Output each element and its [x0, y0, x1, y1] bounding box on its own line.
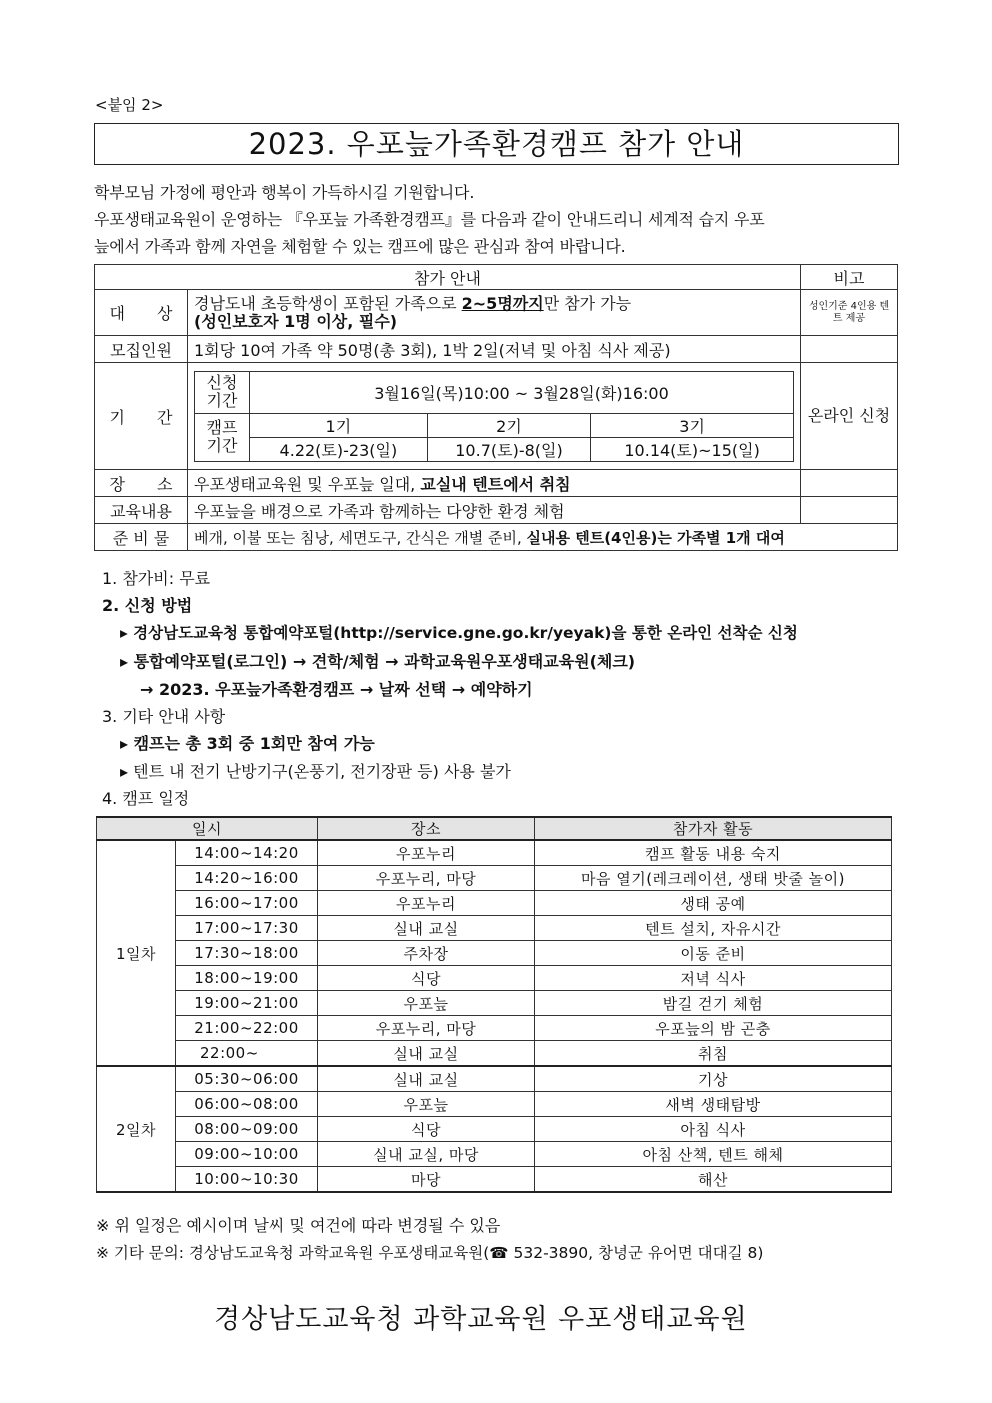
table-row: 22:00~ — [176, 1041, 318, 1067]
term-2: 2기 — [427, 413, 590, 437]
etc-item-2: ▸ 텐트 내 전기 난방기구(온풍기, 전기장판 등) 사용 불가 — [120, 762, 511, 781]
table-row: 18:00~19:00 — [176, 966, 318, 991]
info-header-main: 참가 안내 — [95, 265, 801, 290]
term-1: 1기 — [250, 413, 428, 437]
schedule-header-activity: 참가자 활동 — [535, 817, 892, 840]
target-label: 대 상 — [95, 290, 188, 336]
schedule-header-place: 장소 — [318, 817, 535, 840]
apply-text: 3월16일(목)10:00 ~ 3월28일(화)16:00 — [250, 371, 794, 413]
term-1-date: 4.22(토)-23(일) — [250, 437, 428, 461]
table-cell: 아침 식사 — [535, 1117, 892, 1142]
table-row: 16:00~17:00 — [176, 891, 318, 916]
table-cell: 해산 — [535, 1167, 892, 1193]
prep-cell — [188, 524, 898, 551]
table-cell: 마음 열기(레크레이션, 생태 밧줄 놀이) — [535, 866, 892, 891]
table-cell: 식당 — [318, 1117, 535, 1142]
place-text-a: 우포생태교육원 및 우포늪 일대, — [194, 474, 421, 494]
edu-note — [801, 497, 898, 524]
prep-text-b: 실내용 텐트(4인용)는 가족별 1개 대여 — [526, 528, 785, 547]
table-row: 17:30~18:00 — [176, 941, 318, 966]
edu-text: 우포늪을 배경으로 가족과 함께하는 다양한 환경 체험 — [188, 497, 801, 524]
apply-method-2: ▸ 통합예약포털(로그인) → 견학/체험 → 과학교육원우포생태교육원(체크) — [120, 652, 636, 671]
table-row: 05:30~06:00 — [176, 1066, 318, 1092]
note-1: ※ 위 일정은 예시이며 날씨 및 여건에 따라 변경될 수 있음 — [96, 1216, 501, 1235]
table-cell: 생태 공예 — [535, 891, 892, 916]
target-text-c: 만 참가 가능 — [543, 293, 632, 313]
table-cell: 우포누리, 마당 — [318, 866, 535, 891]
table-cell: 우포누리 — [318, 891, 535, 916]
table-row: 08:00~09:00 — [176, 1117, 318, 1142]
table-cell: 실내 교실 — [318, 1041, 535, 1067]
info-table — [94, 264, 898, 551]
period-note: 온라인 신청 — [801, 363, 898, 470]
etc-title: 3. 기타 안내 사항 — [102, 707, 226, 726]
day2-label: 2일차 — [97, 1066, 176, 1192]
table-cell: 텐트 설치, 자유시간 — [535, 916, 892, 941]
table-row: 21:00~22:00 — [176, 1016, 318, 1041]
table-cell: 아침 산책, 텐트 해체 — [535, 1142, 892, 1167]
prep-label: 준 비 물 — [95, 524, 188, 551]
period-label: 기 간 — [95, 363, 188, 470]
table-cell: 우포늪 — [318, 991, 535, 1016]
table-cell: 실내 교실, 마당 — [318, 1142, 535, 1167]
apply-label: 신청 기간 — [195, 371, 250, 413]
schedule-table — [96, 816, 892, 1193]
apply-method-1: ▸ 경상남도교육청 통합예약포털(http://service.gne.go.kr/yeyak)을 통한 온라인 선착순 신청 — [120, 624, 798, 642]
table-cell: 식당 — [318, 966, 535, 991]
recruit-note — [801, 336, 898, 363]
info-header-note: 비고 — [801, 265, 898, 290]
table-cell: 기상 — [535, 1066, 892, 1092]
place-note — [801, 470, 898, 497]
table-row: 19:00~21:00 — [176, 991, 318, 1016]
intro-line-1: 학부모님 가정에 평안과 행복이 가득하시길 기원합니다. — [94, 183, 475, 202]
term-3: 3기 — [591, 413, 794, 437]
table-cell: 이동 준비 — [535, 941, 892, 966]
place-text-b: 교실내 텐트에서 취침 — [420, 474, 571, 494]
table-cell: 실내 교실 — [318, 916, 535, 941]
table-cell: 우포누리, 마당 — [318, 1016, 535, 1041]
intro-line-2: 우포생태교육원이 운영하는 『우포늪 가족환경캠프』를 다음과 같이 안내드리니 세계적 습지 우포 — [94, 210, 765, 229]
table-row: 14:20~16:00 — [176, 866, 318, 891]
table-row: 09:00~10:00 — [176, 1142, 318, 1167]
schedule-title: 4. 캠프 일정 — [102, 789, 190, 808]
table-row: 10:00~10:30 — [176, 1167, 318, 1193]
apply-method-title: 2. 신청 방법 — [102, 596, 193, 615]
schedule-header-time: 일시 — [97, 817, 318, 840]
term-2-date: 10.7(토)-8(일) — [427, 437, 590, 461]
table-cell: 우포누리 — [318, 840, 535, 866]
table-cell: 밤길 걷기 체험 — [535, 991, 892, 1016]
table-row: 06:00~08:00 — [176, 1092, 318, 1117]
table-row: 14:00~14:20 — [176, 840, 318, 866]
fee-line: 1. 참가비: 무료 — [102, 569, 211, 588]
day1-label: 1일차 — [97, 840, 176, 1066]
page-title: 2023. 우포늪가족환경캠프 참가 안내 — [94, 123, 899, 165]
table-cell: 마당 — [318, 1167, 535, 1193]
target-text-a: 경남도내 초등학생이 포함된 가족으로 — [194, 293, 462, 313]
table-cell: 캠프 활동 내용 숙지 — [535, 840, 892, 866]
table-cell: 취침 — [535, 1041, 892, 1067]
period-cell — [188, 363, 801, 470]
attachment-label: <붙임 2> — [95, 96, 164, 114]
table-cell: 우포늪의 밤 곤충 — [535, 1016, 892, 1041]
table-cell: 주차장 — [318, 941, 535, 966]
note-2: ※ 기타 문의: 경상남도교육청 과학교육원 우포생태교육원(☎ 532-3890, 창녕군 유어면 대대길 8) — [96, 1244, 764, 1262]
place-cell — [188, 470, 801, 497]
apply-method-3: → 2023. 우포늪가족환경캠프 → 날짜 선택 → 예약하기 — [140, 680, 533, 699]
edu-label: 교육내용 — [95, 497, 188, 524]
table-cell: 저녁 식사 — [535, 966, 892, 991]
table-cell: 새벽 생태탐방 — [535, 1092, 892, 1117]
place-label: 장 소 — [95, 470, 188, 497]
intro-line-3: 늪에서 가족과 함께 자연을 체험할 수 있는 캠프에 많은 관심과 참여 바랍니다. — [94, 237, 626, 256]
period-inner-table — [194, 371, 794, 462]
term-3-date: 10.14(토)~15(일) — [591, 437, 794, 461]
recruit-label: 모집인원 — [95, 336, 188, 363]
table-cell: 실내 교실 — [318, 1066, 535, 1092]
recruit-text: 1회당 10여 가족 약 50명(총 3회), 1박 2일(저녁 및 아침 식사 제공) — [188, 336, 801, 363]
prep-text-a: 베개, 이불 또는 침낭, 세면도구, 간식은 개별 준비, — [194, 528, 527, 547]
table-cell: 우포늪 — [318, 1092, 535, 1117]
target-cell — [188, 290, 801, 336]
etc-item-1: ▸ 캠프는 총 3회 중 1회만 참여 가능 — [120, 734, 375, 753]
target-note: 성인기준 4인용 텐트 제공 — [801, 290, 898, 336]
target-text-2: (성인보호자 1명 이상, 필수) — [194, 311, 398, 331]
target-text-b: 2~5명까지 — [461, 293, 544, 313]
table-row: 17:00~17:30 — [176, 916, 318, 941]
footer-organization: 경상남도교육청 과학교육원 우포생태교육원 — [214, 1304, 748, 1335]
camp-label: 캠프 기간 — [195, 413, 250, 461]
